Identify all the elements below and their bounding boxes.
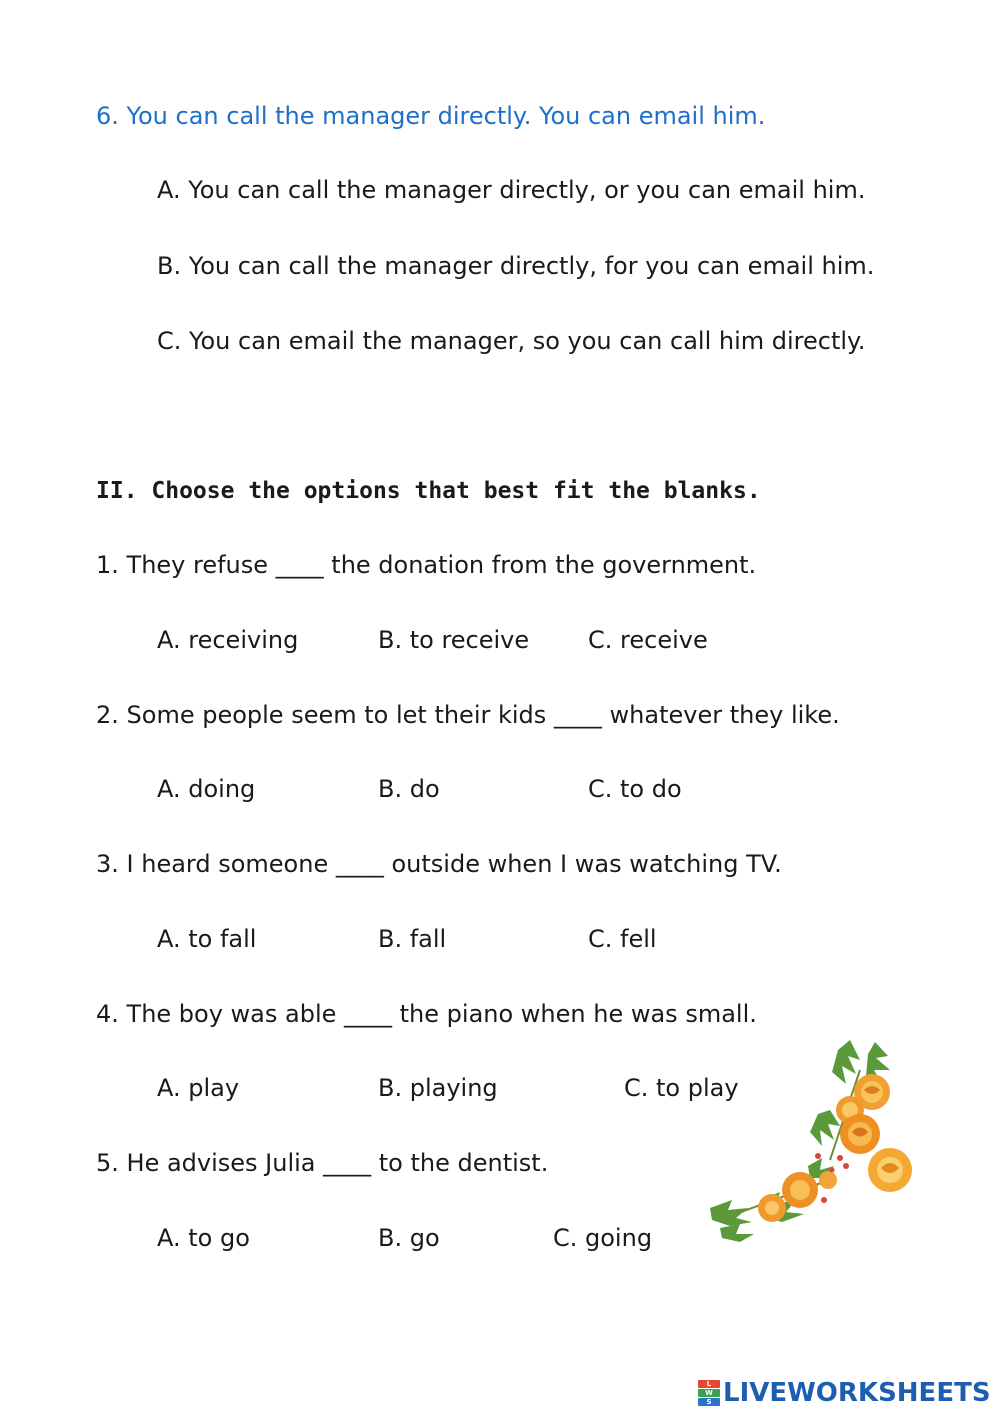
question-2-prompt: 2. Some people seem to let their kids ____ whatever they like.: [96, 701, 840, 729]
question-4-option-a[interactable]: A. play: [157, 1074, 240, 1102]
question-6-prompt: 6. You can call the manager directly. You can email him.: [96, 102, 766, 130]
question-5-option-b[interactable]: B. go: [378, 1224, 440, 1252]
question-1-option-a[interactable]: A. receiving: [157, 626, 299, 654]
question-4-option-c[interactable]: C. to play: [624, 1074, 739, 1102]
question-3-prompt: 3. I heard someone ____ outside when I was watching TV.: [96, 850, 782, 878]
question-5-option-c[interactable]: C. going: [553, 1224, 653, 1252]
question-2-option-c[interactable]: C. to do: [588, 775, 682, 803]
question-4-option-b[interactable]: B. playing: [378, 1074, 498, 1102]
question-2-option-b[interactable]: B. do: [378, 775, 440, 803]
question-4-prompt: 4. The boy was able ____ the piano when he was small.: [96, 1000, 757, 1028]
question-3-option-a[interactable]: A. to fall: [157, 925, 257, 953]
question-6-option-b[interactable]: B. You can call the manager directly, for you can email him.: [157, 252, 875, 280]
question-6-option-a[interactable]: A. You can call the manager directly, or you can email him.: [157, 176, 866, 204]
question-3-option-c[interactable]: C. fell: [588, 925, 657, 953]
section-2-heading: II. Choose the options that best fit the blanks.: [96, 478, 761, 504]
orange-roses-icon: [700, 1030, 930, 1245]
question-1-option-b[interactable]: B. to receive: [378, 626, 530, 654]
question-3-option-b[interactable]: B. fall: [378, 925, 447, 953]
question-5-prompt: 5. He advises Julia ____ to the dentist.: [96, 1149, 549, 1177]
question-1-prompt: 1. They refuse ____ the donation from the government.: [96, 551, 757, 579]
question-6-option-c[interactable]: C. You can email the manager, so you can call him directly.: [157, 327, 866, 355]
logo-badge-icon: [698, 1380, 720, 1406]
logo-text: LIVEWORKSHEETS: [723, 1378, 991, 1408]
question-2-option-a[interactable]: A. doing: [157, 775, 256, 803]
liveworksheets-logo: [698, 1378, 991, 1408]
logo-badge-letter-3: S: [698, 1398, 720, 1406]
question-5-option-a[interactable]: A. to go: [157, 1224, 250, 1252]
logo-badge-letter-2: W: [698, 1389, 720, 1397]
logo-badge-letter-1: L: [698, 1380, 720, 1388]
question-1-option-c[interactable]: C. receive: [588, 626, 708, 654]
